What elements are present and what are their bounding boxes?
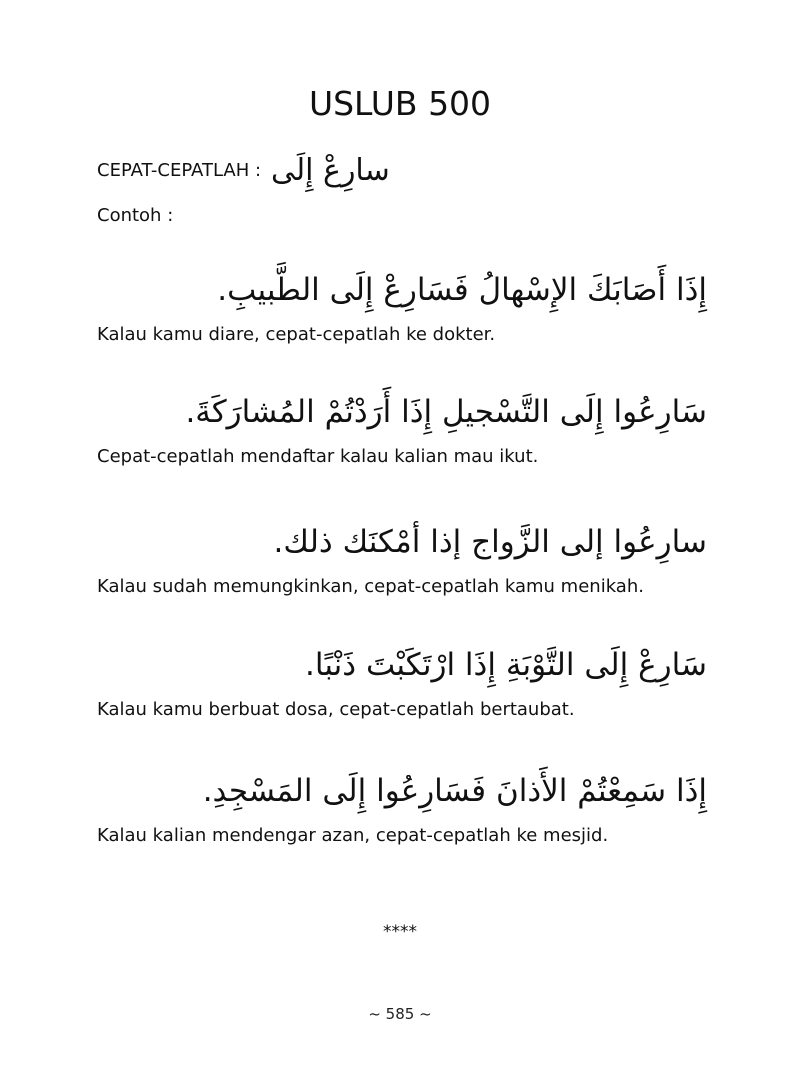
example-arabic-sentence: إِذَا أَصَابَكَ الإِسْهالُ فَسَارِعْ إِلَى الطَّبيبِ. [217, 272, 707, 308]
example-translation: Kalau kamu berbuat dosa, cepat-cepatlah bertaubat. [97, 699, 575, 720]
example-translation: Kalau sudah memungkinkan, cepat-cepatlah kamu menikah. [97, 576, 644, 597]
uslub-heading [97, 150, 390, 190]
examples-label: Contoh : [97, 205, 174, 226]
section-separator: **** [383, 922, 417, 942]
example-3 [97, 514, 707, 602]
heading-label: CEPAT-CEPATLAH : [97, 159, 262, 181]
heading-arabic-phrase: سارِعْ إِلَى [271, 152, 390, 188]
example-2 [97, 384, 707, 472]
example-5 [97, 763, 707, 851]
example-arabic-sentence: سارِعُوا إلى الزَّواج إذا أمْكنَك ذلك. [273, 524, 707, 560]
example-arabic-sentence: سَارِعُوا إِلَى التَّسْجيلِ إِذَا أَرَدْتُمْ المُشارَكَةَ. [185, 394, 707, 430]
page-number: ~ 585 ~ [368, 1005, 432, 1023]
example-arabic-sentence: سَارِعْ إِلَى التَّوْبَةِ إِذَا ارْتَكَبْتَ ذَنْبًا. [305, 647, 707, 683]
example-translation: Cepat-cepatlah mendaftar kalau kalian mau ikut. [97, 446, 539, 467]
example-1 [97, 262, 707, 350]
example-arabic-sentence: إِذَا سَمِعْتُمْ الأَذانَ فَسَارِعُوا إِلَى المَسْجِدِ. [202, 773, 707, 809]
example-4 [97, 637, 707, 725]
example-translation: Kalau kamu diare, cepat-cepatlah ke dokter. [97, 324, 496, 345]
example-translation: Kalau kalian mendengar azan, cepat-cepatlah ke mesjid. [97, 825, 609, 846]
page-title: USLUB 500 [308, 84, 492, 124]
